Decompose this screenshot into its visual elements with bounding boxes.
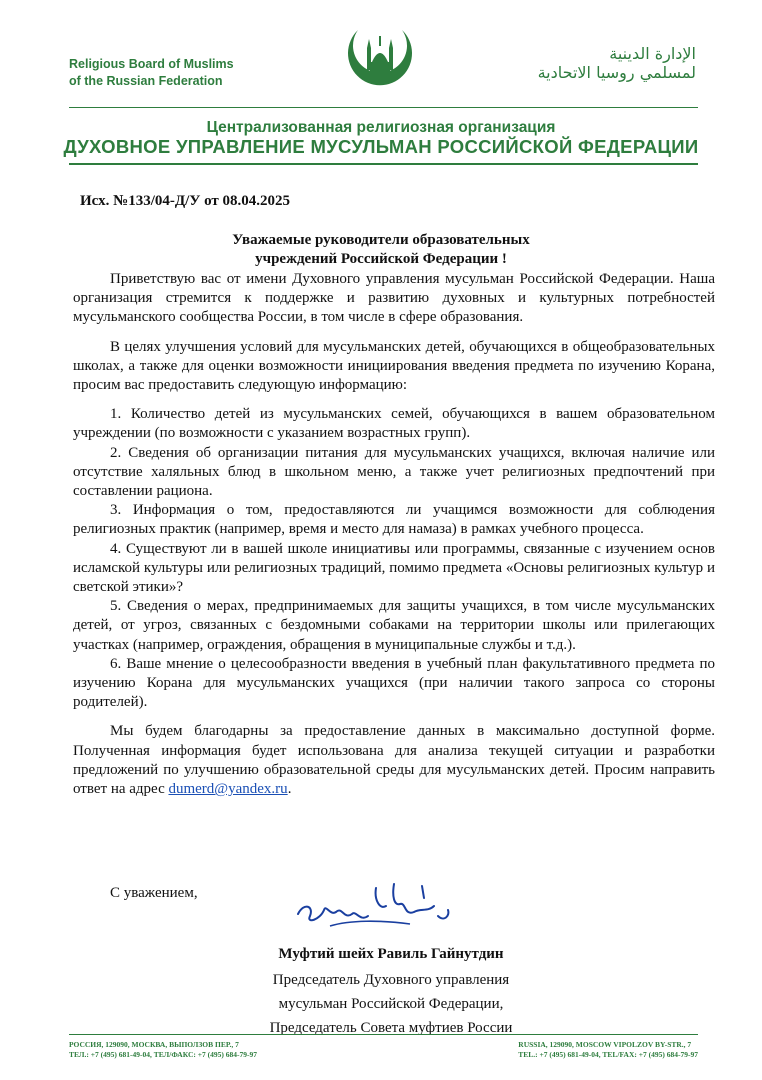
signer-title-1: Председатель Духовного управления (272, 972, 510, 988)
header-arabic-line1: الإدارة الدينية (609, 44, 696, 63)
header-english-line1: Religious Board of Muslims (69, 57, 234, 71)
paragraph-intro: Приветствую вас от имени Духовного управления мусульман Российской Федерации. Наша организация стремится к поддержке и развитию духовных и культурных потребностей мусульманского сообщества России, в том числе в сфере образования. (73, 271, 715, 326)
footer-address-ru (69, 1040, 257, 1060)
mosque-logo-icon (340, 22, 420, 92)
salutation-line2: учреждений Российской Федерации ! (255, 251, 507, 267)
footer-left-line2: ТЕЛ.: +7 (495) 681-49-04, ТЕЛ/ФАКС: +7 (495) 684-79-97 (69, 1050, 258, 1059)
list-item: 1. Количество детей из мусульманских семей, обучающихся в вашем образовательном учреждении (по возможности с указанием возрастных групп). (73, 406, 715, 442)
footer-left-line1: РОССИЯ, 129090, МОСКВА, ВЫПОЛЗОВ ПЕР., 7 (69, 1040, 239, 1049)
list-item: 2. Сведения об организации питания для мусульманских учащихся, включая наличие или отсутствие халяльных блюд в школьном меню, а также учет религиозных предпочтений при составлении рациона. (73, 444, 715, 500)
list-item: 4. Существуют ли в вашей школе инициативы или программы, связанные с изучением основ исламской культуры или религиозных традиций, помимо предмета «Основы религиозных культур и светской этики»? (73, 540, 715, 596)
signer-title-2: мусульман Российской Федерации, (278, 996, 504, 1012)
signer-name: Муфтий шейх Равиль Гайнутдин (278, 946, 504, 962)
request-list (73, 405, 715, 712)
header-arabic-line2: لمسلمي روسيا الاتحادية (537, 63, 696, 82)
header-english-line2: of the Russian Federation (69, 74, 223, 88)
list-item: 5. Сведения о мерах, предпринимаемых для защиты учащихся, в том числе мусульманских детей, от угроз, связанных с бездомными собаками на территории школы или прилегающих участках (например, ограждения, обращения в муниципальные службы и т.д.). (73, 598, 715, 653)
organization-subtitle: Централизованная религиозная организация (206, 119, 556, 136)
paragraph-request: В целях улучшения условий для мусульманских детей, обучающихся в общеобразовательных школах, а также для оценки возможности инициирования введения предмета по изучению Корана, просим вас предоставить следующую информацию: (73, 338, 715, 394)
header-arabic (538, 44, 696, 82)
organization-title: ДУХОВНОЕ УПРАВЛЕНИЕ МУСУЛЬМАН РОССИЙСКОЙ ФЕДЕРАЦИИ (63, 136, 699, 157)
outgoing-reference: Исх. №133/04-Д/У от 08.04.2025 (80, 193, 291, 209)
signer-titles (0, 968, 762, 1040)
handwritten-signature (290, 876, 460, 936)
paragraph-closing (73, 722, 715, 799)
signer-title-3: Председатель Совета муфтиев России (269, 1020, 513, 1036)
paragraph-closing-text: Мы будем благодарны за предоставление данных в максимально доступной форме. Полученная информация будет использована для анализа текущей ситуации и разработки предложений по улучшению образовательной среды для мусульманских детей. Просим направить ответ на адрес (73, 723, 715, 798)
list-item: 3. Информация о том, предоставляются ли учащимся возможности для соблюдения религиозных практик (например, время и место для намаза) в рамках учебного процесса. (73, 502, 715, 538)
organization-divider (69, 163, 698, 165)
letter-body (73, 270, 715, 799)
paragraph-closing-end: . (287, 781, 292, 798)
header-divider (69, 107, 698, 108)
footer-right-line1: RUSSIA, 129090, MOSCOW VIPOLZOV BY-STR., 7 (518, 1040, 692, 1049)
closing-phrase: С уважением, (110, 885, 198, 901)
salutation-line1: Уважаемые руководители образовательных (232, 232, 530, 248)
footer-divider (69, 1034, 698, 1035)
header-english (69, 56, 234, 90)
footer-right-line2: TEL.: +7 (495) 681-49-04, TEL/FAX: +7 (495) 684-79-97 (518, 1050, 698, 1059)
list-item: 6. Ваше мнение о целесообразности введения в учебный план факультативного предмета по изучению Корана для мусульманских учащихся (при наличии такого запроса со стороны родителей). (73, 655, 715, 711)
salutation (0, 231, 762, 269)
email-link[interactable]: dumerd@yandex.ru (168, 781, 288, 798)
footer-address-en (518, 1040, 698, 1060)
